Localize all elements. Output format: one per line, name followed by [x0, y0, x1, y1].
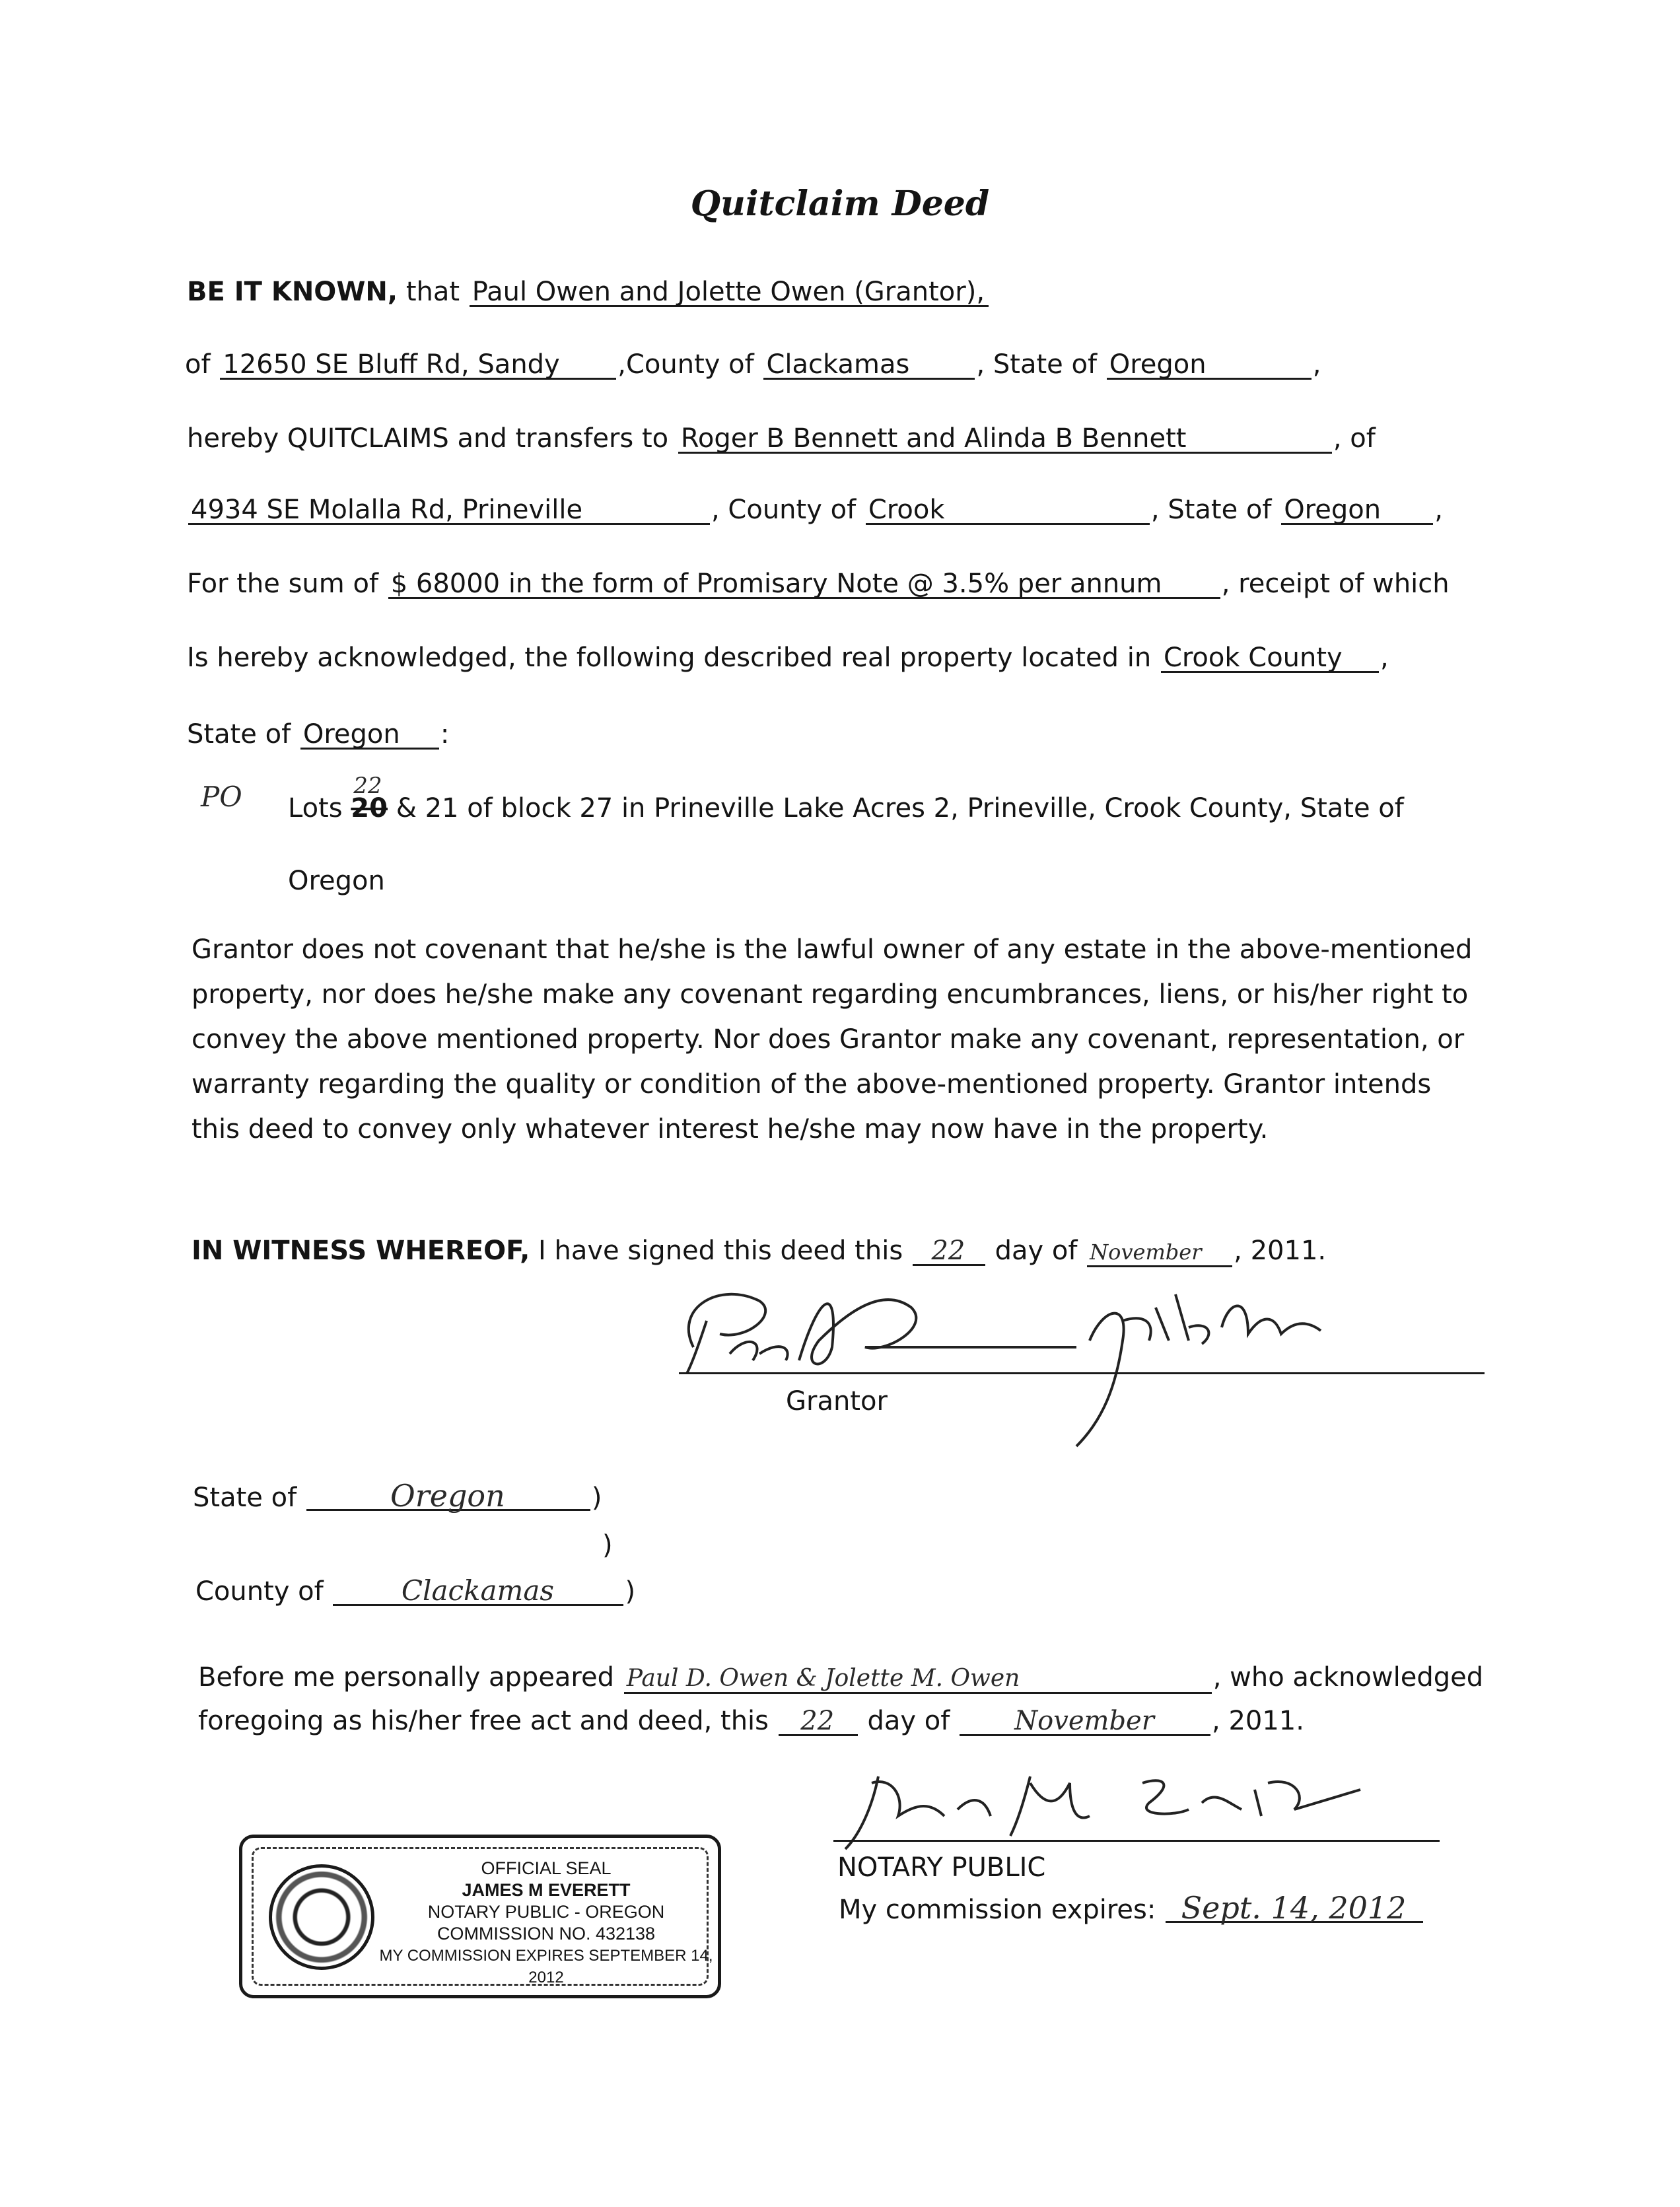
property-state-field: Oregon [300, 721, 439, 750]
county-label: ,County of [617, 349, 754, 380]
witness-text: I have signed this deed this [530, 1236, 903, 1266]
county-label: , County of [711, 495, 857, 525]
ack-state-line [193, 1478, 602, 1514]
witness-line [192, 1235, 1326, 1267]
notary-signature-line [833, 1840, 1440, 1842]
bracket: ) [602, 1530, 613, 1560]
grantor-label: Grantor [786, 1386, 888, 1417]
quitclaim-line [187, 423, 1376, 454]
grantee-state-field: Oregon [1281, 497, 1433, 525]
day-of-label: day of [995, 1236, 1078, 1266]
property-description-line1 [288, 773, 1404, 824]
property-county-field: Crook County [1161, 645, 1379, 673]
seal-expiration: MY COMMISSION EXPIRES SEPTEMBER 14, 2012 [379, 1947, 713, 1986]
commission-expires-field: Sept. 14, 2012 [1166, 1895, 1423, 1923]
notary-public-label: NOTARY PUBLIC [837, 1852, 1046, 1883]
receipt-text: , receipt of which [1221, 569, 1450, 599]
paul-owen-signature [687, 1294, 788, 1374]
line-end-comma: , [1434, 495, 1443, 525]
seal-text [374, 1858, 718, 1988]
grantee-address-line [187, 494, 1443, 526]
paul-owen-signature-flourish [799, 1300, 1076, 1364]
grantee-address-field: 4934 SE Molalla Rd, Prineville [188, 497, 710, 525]
appeared-names-field: Paul D. Owen & Jolette M. Owen [624, 1665, 1212, 1694]
grantor-signature-line [679, 1372, 1485, 1374]
grantee-names-field: Roger B Bennett and Alinda B Bennett [678, 425, 1332, 454]
ack-day-field: 22 [779, 1708, 858, 1736]
seal-notary-name: JAMES M EVERETT [462, 1880, 631, 1900]
be-it-known-label: BE IT KNOWN, [187, 277, 398, 307]
witness-day-field: 22 [913, 1238, 985, 1266]
state-seal-emblem [269, 1864, 374, 1970]
everett-signature [845, 1776, 1360, 1849]
state-label: , State of [976, 349, 1098, 380]
seal-line: OFFICIAL SEAL [481, 1858, 612, 1878]
who-acknowledged-text: , who acknowledged [1212, 1662, 1484, 1693]
property-description-line2: Oregon [288, 866, 385, 896]
commission-expires-label: My commission expires: [839, 1895, 1156, 1925]
grantor-names-field: Paul Owen and Jolette Owen (Grantor), [470, 279, 989, 307]
seal-line: NOTARY PUBLIC - OREGON [427, 1902, 665, 1922]
line-end-comma: , [1380, 643, 1389, 673]
struck-lot-number: 20 [351, 793, 388, 823]
ack-county-field: Clackamas [333, 1578, 623, 1606]
consideration-field: $ 68000 in the form of Promisary Note @ 3.5% per annum [388, 571, 1220, 599]
lot-number-correction [351, 773, 388, 824]
grantor-state-field: Oregon [1107, 351, 1312, 380]
lots-label: Lots [288, 793, 343, 823]
grantor-address-field: 12650 SE Bluff Rd, Sandy [220, 351, 616, 380]
of-label: , of [1333, 423, 1376, 454]
ack-county-line [195, 1576, 635, 1607]
grantor-county-field: Clackamas [763, 351, 975, 380]
commission-expires-line [839, 1890, 1424, 1926]
witness-year: , 2011. [1234, 1236, 1327, 1266]
of-label: of [185, 349, 211, 380]
state-label: , State of [1150, 495, 1272, 525]
ack-state-field: Oregon [306, 1483, 590, 1511]
acknowledged-text: Is hereby acknowledged, the following described real property located in [187, 643, 1152, 673]
document-title: Quitclaim Deed [690, 184, 990, 224]
colon: : [440, 719, 450, 750]
intro-line [187, 276, 990, 308]
grantor-address-line [185, 349, 1321, 380]
location-line [187, 642, 1389, 674]
jolette-owen-signature [1076, 1294, 1321, 1446]
ack-month-field: November [960, 1708, 1210, 1736]
county-label: County of [195, 1576, 324, 1607]
seal-commission-number: COMMISSION NO. 432138 [437, 1924, 656, 1944]
notary-seal [239, 1835, 721, 1998]
intro-text: that [398, 277, 468, 307]
state-label: State of [193, 1483, 297, 1513]
sum-label: For the sum of [187, 569, 378, 599]
before-me-label: Before me personally appeared [198, 1662, 614, 1693]
state-label: State of [187, 719, 291, 750]
ack-year: , 2011. [1212, 1706, 1304, 1736]
line-end-comma: , [1312, 349, 1321, 380]
personally-appeared-line [198, 1662, 1483, 1694]
quitclaim-text: hereby QUITCLAIMS and transfers to [187, 423, 669, 454]
handwritten-initials: PO [201, 781, 242, 813]
property-state-line [187, 718, 449, 750]
bracket: ) [591, 1483, 602, 1513]
grantor-signatures [667, 1268, 1492, 1459]
bracket: ) [625, 1576, 636, 1607]
handwritten-lot-correction: 22 [353, 773, 382, 799]
covenant-paragraph: Grantor does not covenant that he/she is the lawful owner of any estate in the above-mentioned property, nor does he/she make any covenant regarding encumbrances, liens, or his/her right to convey the above mentioned property. Nor does Grantor make any covenant, representation, or warranty regarding the quality or condition of the above-mentioned property. Grantor intends this deed to convey only whatever interest he/she may now have in the property. [192, 934, 1473, 1144]
foregoing-line [198, 1705, 1304, 1737]
day-of-label: day of [867, 1706, 950, 1736]
consideration-line [187, 568, 1450, 600]
witness-month-field: November [1087, 1239, 1232, 1267]
grantee-county-field: Crook [866, 497, 1150, 525]
in-witness-label: IN WITNESS WHEREOF, [192, 1236, 530, 1266]
lots-description: & 21 of block 27 in Prineville Lake Acres 2, Prineville, Crook County, State of [396, 793, 1404, 823]
foregoing-text: foregoing as his/her free act and deed, this [198, 1706, 769, 1736]
